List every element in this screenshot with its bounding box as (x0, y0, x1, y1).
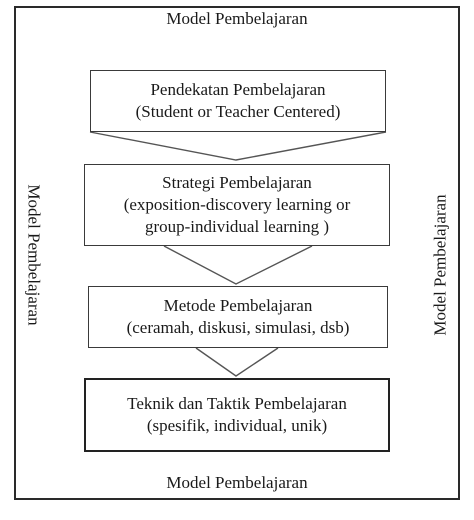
box-strategi-title: Strategi Pembelajaran (162, 173, 312, 192)
outer-label-top: Model Pembelajaran (166, 9, 308, 28)
outer-label-right: Model Pembelajaran (430, 194, 450, 336)
box-metode (88, 286, 388, 348)
box-strategi (84, 164, 390, 246)
box-metode-title: Metode Pembelajaran (163, 296, 313, 315)
box-teknik-subtitle: (spesifik, individual, unik) (146, 416, 328, 435)
box-teknik-title: Teknik dan Taktik Pembelajaran (127, 394, 347, 413)
box-teknik (84, 378, 390, 452)
box-pendekatan-title: Pendekatan Pembelajaran (150, 80, 326, 99)
box-pendekatan-subtitle: (Student or Teacher Centered) (135, 102, 341, 121)
box-metode-subtitle: (ceramah, diskusi, simulasi, dsb) (126, 318, 350, 337)
box-strategi-line-1: (exposition-discovery learning or (123, 195, 351, 214)
outer-label-left: Model Pembelajaran (24, 184, 44, 326)
outer-label-bottom: Model Pembelajaran (166, 473, 308, 492)
box-pendekatan (90, 70, 386, 132)
box-strategi-line-2: group-individual learning ) (144, 217, 330, 236)
